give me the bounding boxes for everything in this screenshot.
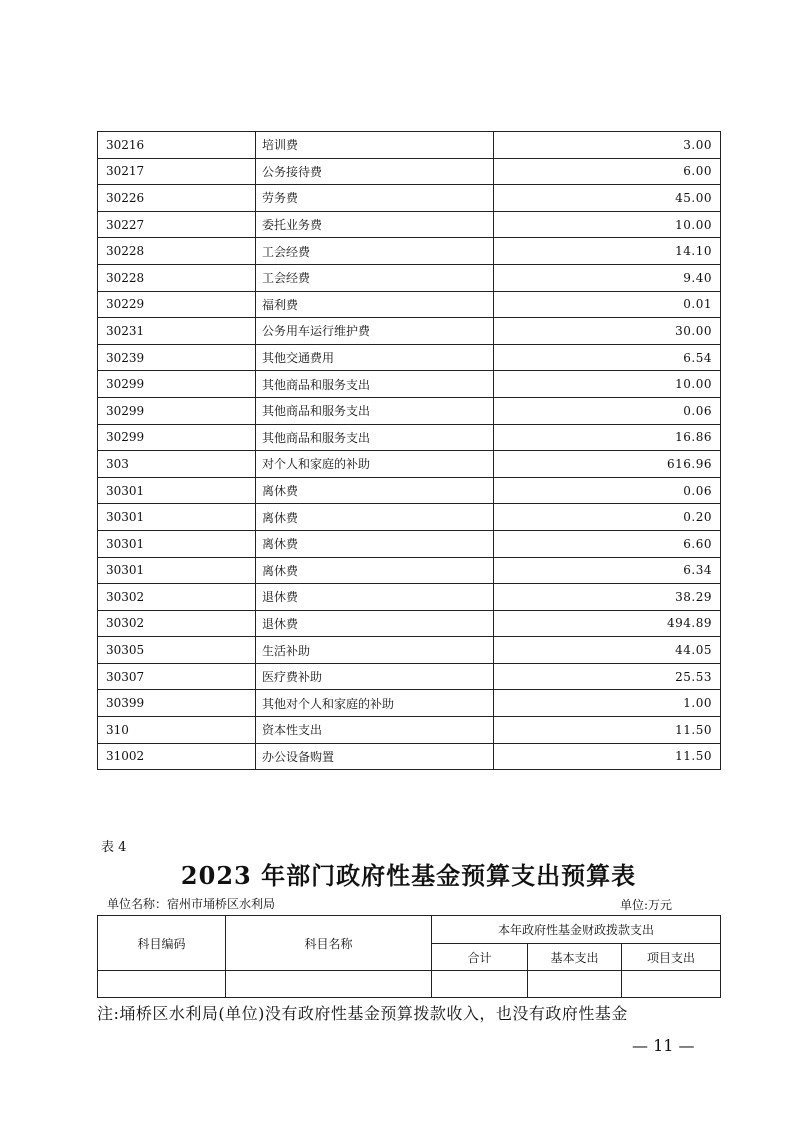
name-cell: 工会经费	[256, 238, 494, 265]
code-cell: 30299	[98, 371, 256, 398]
code-cell: 30305	[98, 637, 256, 664]
unit-name: 单位名称：宿州市埇桥区水利局	[107, 897, 276, 911]
table-cell	[226, 971, 432, 998]
table-row	[98, 397, 721, 424]
name-cell: 离休费	[256, 504, 494, 531]
amount-cell: 0.20	[494, 504, 721, 531]
table-row	[98, 371, 721, 398]
table-label: 表 4	[101, 840, 127, 855]
code-cell: 30302	[98, 584, 256, 611]
amount-cell: 9.40	[494, 264, 721, 291]
amount-cell: 3.00	[494, 132, 721, 159]
table-row	[98, 690, 721, 717]
table-row	[98, 637, 721, 664]
amount-cell: 6.60	[494, 530, 721, 557]
code-cell: 30301	[98, 530, 256, 557]
amount-cell: 16.86	[494, 424, 721, 451]
name-cell: 其他交通费用	[256, 344, 494, 371]
code-cell: 30299	[98, 397, 256, 424]
amount-cell: 44.05	[494, 637, 721, 664]
header-group: 本年政府性基金财政拨款支出	[432, 916, 721, 944]
code-cell: 30301	[98, 504, 256, 531]
code-cell: 30302	[98, 610, 256, 637]
table-row	[98, 132, 721, 159]
amount-cell: 6.00	[494, 158, 721, 185]
code-cell: 30239	[98, 344, 256, 371]
code-cell: 30231	[98, 318, 256, 345]
amount-cell: 11.50	[494, 717, 721, 744]
table-row	[98, 504, 721, 531]
table-row	[98, 291, 721, 318]
code-cell: 31002	[98, 743, 256, 770]
fund-budget-table	[97, 915, 721, 998]
code-cell: 30229	[98, 291, 256, 318]
name-cell: 资本性支出	[256, 717, 494, 744]
name-cell: 公务接待费	[256, 158, 494, 185]
name-cell: 退休费	[256, 610, 494, 637]
table-row	[98, 451, 721, 478]
name-cell: 离休费	[256, 530, 494, 557]
amount-cell: 0.06	[494, 397, 721, 424]
code-cell: 30217	[98, 158, 256, 185]
amount-cell: 38.29	[494, 584, 721, 611]
unit-label: 单位:万元	[620, 898, 673, 912]
amount-cell: 616.96	[494, 451, 721, 478]
header-total: 合计	[432, 944, 528, 971]
table-cell	[622, 971, 721, 998]
code-cell: 30228	[98, 264, 256, 291]
name-cell: 委托业务费	[256, 211, 494, 238]
name-cell: 办公设备购置	[256, 743, 494, 770]
table-cell	[98, 971, 226, 998]
table-title: 2023 年部门政府性基金预算支出预算表	[180, 861, 637, 890]
table-row	[98, 717, 721, 744]
name-cell: 公务用车运行维护费	[256, 318, 494, 345]
name-cell: 其他商品和服务支出	[256, 397, 494, 424]
amount-cell: 494.89	[494, 610, 721, 637]
table-row	[98, 477, 721, 504]
expense-table-body	[98, 132, 721, 770]
amount-cell: 0.06	[494, 477, 721, 504]
amount-cell: 10.00	[494, 371, 721, 398]
table-row	[98, 185, 721, 212]
table-row	[98, 557, 721, 584]
code-cell: 30301	[98, 557, 256, 584]
table-cell	[432, 971, 528, 998]
table-row	[98, 158, 721, 185]
amount-cell: 14.10	[494, 238, 721, 265]
code-cell: 30301	[98, 477, 256, 504]
table-row	[98, 610, 721, 637]
name-cell: 医疗费补助	[256, 663, 494, 690]
name-cell: 劳务费	[256, 185, 494, 212]
table-row	[98, 318, 721, 345]
code-cell: 310	[98, 717, 256, 744]
table-row	[98, 344, 721, 371]
amount-cell: 45.00	[494, 185, 721, 212]
table-row	[98, 424, 721, 451]
amount-cell: 6.54	[494, 344, 721, 371]
header-project: 项目支出	[622, 944, 721, 971]
name-cell: 对个人和家庭的补助	[256, 451, 494, 478]
name-cell: 离休费	[256, 477, 494, 504]
amount-cell: 1.00	[494, 690, 721, 717]
name-cell: 福利费	[256, 291, 494, 318]
name-cell: 培训费	[256, 132, 494, 159]
code-cell: 30216	[98, 132, 256, 159]
table-cell	[528, 971, 622, 998]
table-row	[98, 584, 721, 611]
code-cell: 30299	[98, 424, 256, 451]
code-cell: 30307	[98, 663, 256, 690]
name-cell: 离休费	[256, 557, 494, 584]
header-name: 科目名称	[226, 916, 432, 971]
name-cell: 其他商品和服务支出	[256, 424, 494, 451]
code-cell: 30399	[98, 690, 256, 717]
table-row	[98, 743, 721, 770]
code-cell: 30228	[98, 238, 256, 265]
name-cell: 生活补助	[256, 637, 494, 664]
page-number: — 11 —	[632, 1036, 695, 1055]
code-cell: 303	[98, 451, 256, 478]
name-cell: 其他对个人和家庭的补助	[256, 690, 494, 717]
table-row	[98, 211, 721, 238]
code-cell: 30227	[98, 211, 256, 238]
name-cell: 其他商品和服务支出	[256, 371, 494, 398]
table-row	[98, 663, 721, 690]
amount-cell: 11.50	[494, 743, 721, 770]
amount-cell: 30.00	[494, 318, 721, 345]
table-row	[98, 238, 721, 265]
amount-cell: 25.53	[494, 663, 721, 690]
table-row	[98, 971, 721, 998]
header-basic: 基本支出	[528, 944, 622, 971]
expense-table	[97, 131, 721, 770]
table-row	[98, 264, 721, 291]
name-cell: 退休费	[256, 584, 494, 611]
amount-cell: 10.00	[494, 211, 721, 238]
code-cell: 30226	[98, 185, 256, 212]
footnote: 注:埇桥区水利局(单位)没有政府性基金预算拨款收入，也没有政府性基金	[97, 1004, 628, 1023]
amount-cell: 6.34	[494, 557, 721, 584]
amount-cell: 0.01	[494, 291, 721, 318]
name-cell: 工会经费	[256, 264, 494, 291]
table-row	[98, 530, 721, 557]
header-code: 科目编码	[98, 916, 226, 971]
